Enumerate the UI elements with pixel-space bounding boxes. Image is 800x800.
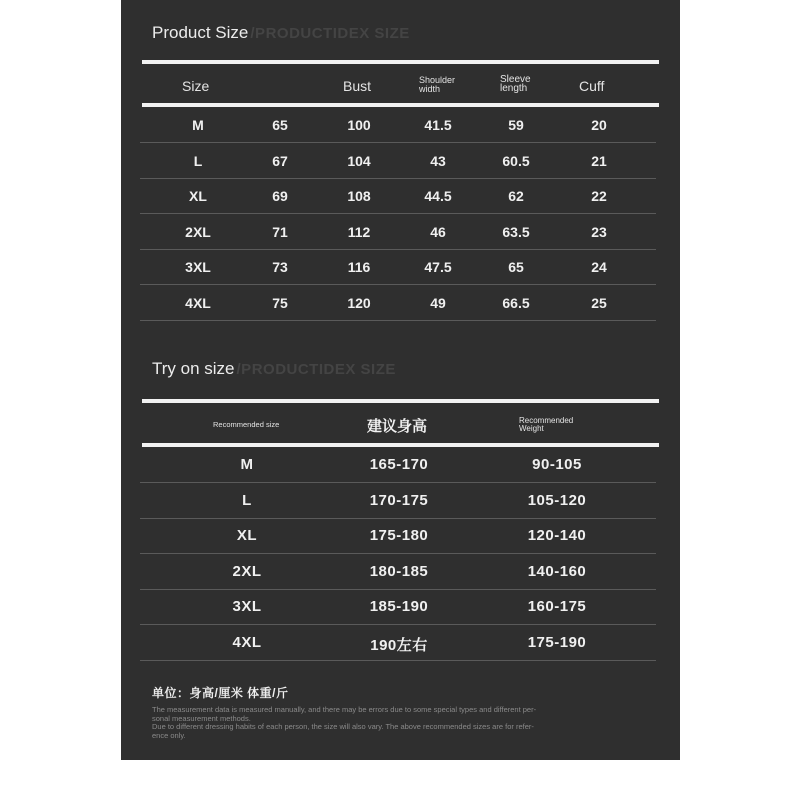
product-size-cell: 67 <box>272 152 288 169</box>
product-size-cell: 23 <box>591 223 607 240</box>
product-size-cell: 65 <box>272 117 288 133</box>
product-size-cell: 3XL <box>185 259 211 275</box>
product-size-cell: 44.5 <box>424 188 452 204</box>
product-size-cell: 47.5 <box>424 259 452 275</box>
product-size-cell: 120 <box>347 294 371 311</box>
product-size-cell: 43 <box>430 152 446 169</box>
try-on-size-cell: 160-175 <box>527 598 587 616</box>
product-size-cell: 75 <box>272 294 288 311</box>
product-size-cell: 73 <box>272 259 288 275</box>
table1-row-divider <box>140 213 656 214</box>
product-size-title-text: Product Size <box>152 23 249 42</box>
product-size-title <box>152 23 410 43</box>
header-weight-line2: Weight <box>519 424 544 433</box>
try-on-size-cell: 170-175 <box>369 491 429 509</box>
product-size-cell: 71 <box>272 223 288 240</box>
product-size-cell: 49 <box>430 294 446 311</box>
header-sleeve-line2: length <box>500 83 528 94</box>
try-on-size-cell: 105-120 <box>527 491 587 509</box>
try-on-size-cell: 175-190 <box>527 634 587 651</box>
header-recommended-weight <box>519 417 573 433</box>
product-size-cell: 100 <box>347 117 371 133</box>
unit-label: 单位：身高/厘米 体重/斤 <box>152 686 289 700</box>
header-shoulder-width <box>419 76 455 94</box>
try-on-size-cell: 175-180 <box>369 527 429 545</box>
product-size-cell: 62 <box>508 188 524 204</box>
try-on-size-cell: M <box>240 456 254 473</box>
product-size-cell: XL <box>189 188 207 204</box>
product-size-cell: 2XL <box>185 223 211 240</box>
header-sleeve-line1: Sleeve <box>500 74 531 85</box>
header-shoulder-line2: width <box>419 84 441 94</box>
product-size-cell: L <box>193 152 203 169</box>
try-on-size-title <box>152 359 396 379</box>
product-size-cell: 116 <box>347 259 371 275</box>
table1-top-rule <box>142 60 659 64</box>
try-on-size-cell: 2XL <box>232 562 262 580</box>
header-cuff: Cuff <box>579 78 605 94</box>
product-size-cell: 21 <box>591 152 607 169</box>
note-line-1: The measurement data is measured manually, and there may be errors due to some special types and different per- <box>152 705 537 714</box>
product-size-cell: 66.5 <box>502 294 530 311</box>
table2-row-divider <box>140 589 656 590</box>
try-on-size-cell: 4XL <box>232 634 262 651</box>
product-size-cell: 46 <box>430 223 446 240</box>
table1-row-divider <box>140 320 656 321</box>
product-size-cell: 69 <box>272 188 288 204</box>
header-shoulder-line1: Shoulder <box>419 75 456 85</box>
product-size-cell: 24 <box>591 259 607 275</box>
try-on-size-cell: 3XL <box>232 598 262 616</box>
try-on-size-cell: 165-170 <box>369 456 429 473</box>
header-recommended-size: Recommended size <box>213 420 280 429</box>
note-line-4: ence only. <box>152 730 186 740</box>
header-sleeve-length <box>500 75 531 93</box>
product-size-cell: M <box>192 117 204 133</box>
table1-row-divider <box>140 178 656 179</box>
note-line-3: Due to different dressing habits of each person, the size will also vary. The above recommended sizes are for refer- <box>152 722 534 731</box>
product-size-cell: 41.5 <box>424 117 452 133</box>
size-chart-panel <box>121 0 680 760</box>
table1-header-rule <box>142 103 659 107</box>
product-size-cell: 108 <box>347 188 371 204</box>
try-on-size-cell: 190左右 <box>370 637 428 654</box>
table2-row-divider <box>140 660 656 661</box>
try-on-size-cell: 90-105 <box>532 456 582 473</box>
table1-row-divider <box>140 142 656 143</box>
header-bust: Bust <box>343 78 372 94</box>
table1-row-divider <box>140 249 656 250</box>
try-on-size-cell: XL <box>236 527 258 545</box>
header-size: Size <box>182 78 210 94</box>
table1-row-divider <box>140 284 656 285</box>
table2-row-divider <box>140 624 656 625</box>
try-on-size-cell: 120-140 <box>527 527 587 545</box>
try-on-size-cell: 140-160 <box>527 562 587 580</box>
product-size-cell: 112 <box>347 223 371 240</box>
try-on-size-title-text: Try on size <box>152 359 235 378</box>
try-on-size-cell: 185-190 <box>369 598 429 616</box>
product-size-cell: 60.5 <box>502 152 530 169</box>
product-size-ghost-text: /PRODUCTIDEX SIZE <box>250 25 410 42</box>
try-on-size-ghost-text: /PRODUCTIDEX SIZE <box>236 361 396 378</box>
header-weight-line1: Recommended <box>519 416 574 425</box>
product-size-cell: 59 <box>508 117 524 133</box>
measurement-note <box>152 706 612 740</box>
product-size-cell: 104 <box>347 152 371 169</box>
try-on-size-cell: 180-185 <box>369 562 429 580</box>
product-size-cell: 65 <box>508 259 524 275</box>
note-line-2: sonal measurement methods. <box>152 713 251 723</box>
product-size-cell: 25 <box>591 294 607 311</box>
product-size-cell: 63.5 <box>502 223 530 240</box>
table2-top-rule <box>142 399 659 403</box>
try-on-size-cell: L <box>242 491 252 509</box>
product-size-cell: 4XL <box>185 294 211 311</box>
table2-row-divider <box>140 482 656 483</box>
header-recommended-height: 建议身高 <box>367 418 428 435</box>
product-size-cell: 22 <box>591 188 607 204</box>
table2-row-divider <box>140 518 656 519</box>
table2-header-rule <box>142 443 659 447</box>
table2-row-divider <box>140 553 656 554</box>
product-size-cell: 20 <box>591 117 607 133</box>
